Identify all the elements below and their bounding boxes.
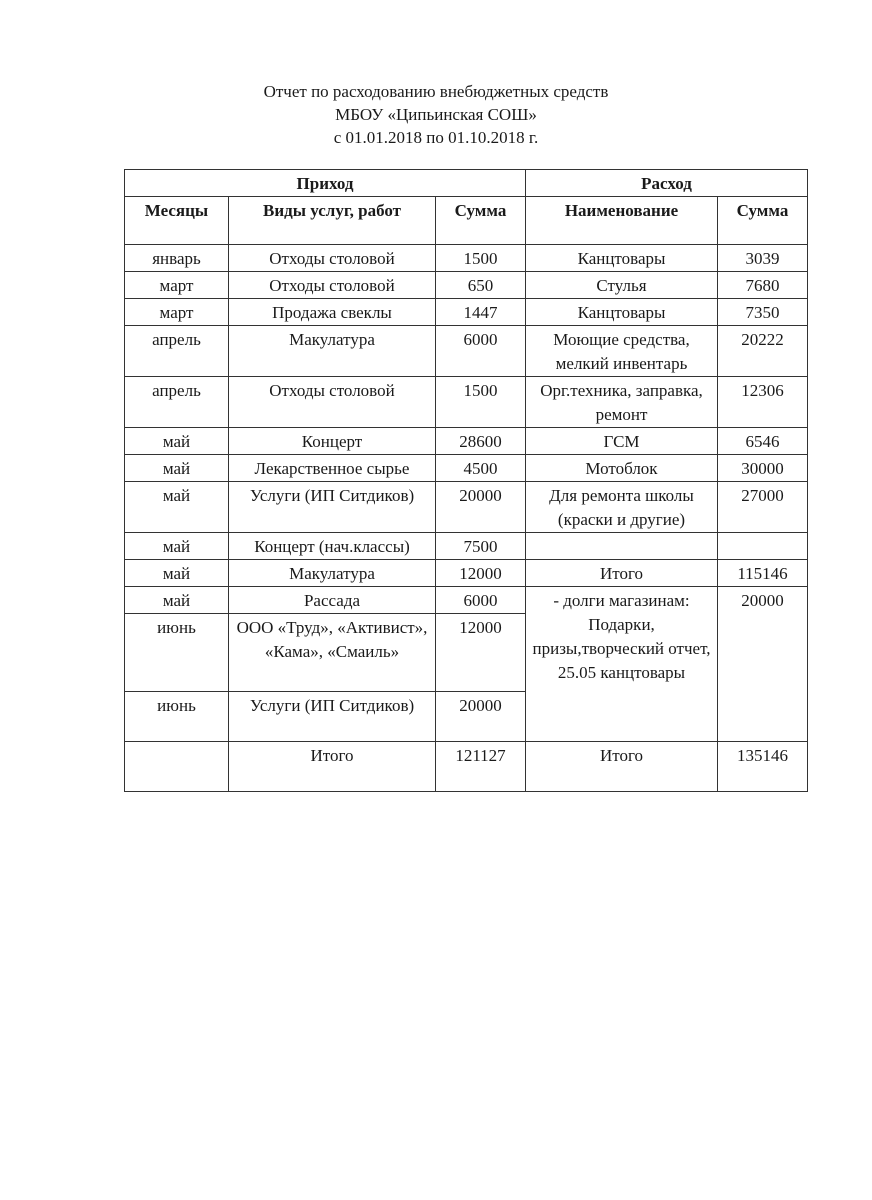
service-cell: Отходы столовой (229, 377, 436, 428)
title-line-2: МБОУ «Ципьинская СОШ» (335, 105, 537, 124)
group-expense-header: Расход (526, 170, 808, 197)
month-cell: май (125, 455, 229, 482)
report-table (124, 169, 808, 792)
table-row (125, 326, 808, 377)
month-cell: апрель (125, 377, 229, 428)
col-header-month: Месяцы (125, 197, 229, 245)
total-row (125, 742, 808, 792)
month-cell: июнь (125, 614, 229, 692)
table-row (125, 587, 808, 614)
income-sum-cell: 4500 (436, 455, 526, 482)
column-header-row (125, 197, 808, 245)
service-cell: Рассада (229, 587, 436, 614)
document-title (0, 80, 872, 149)
income-sum-cell: 1447 (436, 299, 526, 326)
income-sum-cell: 28600 (436, 428, 526, 455)
month-cell: март (125, 299, 229, 326)
table-row (125, 455, 808, 482)
month-cell: май (125, 560, 229, 587)
expense-name-cell: Стулья (526, 272, 718, 299)
col-header-name: Наименование (526, 197, 718, 245)
expense-sum-cell: 115146 (718, 560, 808, 587)
table-row (125, 560, 808, 587)
expense-sum-cell (718, 533, 808, 560)
income-sum-cell: 1500 (436, 245, 526, 272)
table-row (125, 299, 808, 326)
total-month-cell (125, 742, 229, 792)
expense-name-cell: Орг.техника, заправка, ремонт (526, 377, 718, 428)
title-line-1: Отчет по расходованию внебюджетных средств (263, 82, 609, 101)
table-row (125, 533, 808, 560)
service-cell: Отходы столовой (229, 245, 436, 272)
service-cell: Отходы столовой (229, 272, 436, 299)
expense-name-cell: - долги магазинам: Подарки, призы,творческий отчет, 25.05 канцтовары (526, 587, 718, 742)
income-sum-cell: 6000 (436, 587, 526, 614)
group-header-row (125, 170, 808, 197)
expense-sum-cell: 12306 (718, 377, 808, 428)
expense-sum-cell: 6546 (718, 428, 808, 455)
income-sum-cell: 20000 (436, 692, 526, 742)
expense-sum-cell: 30000 (718, 455, 808, 482)
expense-name-cell: ГСМ (526, 428, 718, 455)
expense-name-cell: Итого (526, 560, 718, 587)
month-cell: январь (125, 245, 229, 272)
col-header-sum2: Сумма (718, 197, 808, 245)
month-cell: апрель (125, 326, 229, 377)
service-cell: Продажа свеклы (229, 299, 436, 326)
income-sum-cell: 20000 (436, 482, 526, 533)
service-cell: ООО «Труд», «Активист», «Кама», «Смаиль» (229, 614, 436, 692)
month-cell: май (125, 428, 229, 455)
total-income-sum: 121127 (436, 742, 526, 792)
income-sum-cell: 12000 (436, 560, 526, 587)
expense-sum-cell: 7680 (718, 272, 808, 299)
service-cell: Лекарственное сырье (229, 455, 436, 482)
expense-name-cell: Канцтовары (526, 299, 718, 326)
col-header-service: Виды услуг, работ (229, 197, 436, 245)
expense-sum-cell: 3039 (718, 245, 808, 272)
month-cell: май (125, 533, 229, 560)
month-cell: март (125, 272, 229, 299)
month-cell: май (125, 482, 229, 533)
expense-name-cell: Моющие средства, мелкий инвентарь (526, 326, 718, 377)
income-sum-cell: 7500 (436, 533, 526, 560)
table-row (125, 272, 808, 299)
col-header-sum: Сумма (436, 197, 526, 245)
table-row (125, 245, 808, 272)
table-row (125, 482, 808, 533)
service-cell: Макулатура (229, 326, 436, 377)
service-cell: Услуги (ИП Ситдиков) (229, 482, 436, 533)
expense-sum-cell: 7350 (718, 299, 808, 326)
service-cell: Концерт (229, 428, 436, 455)
total-income-label: Итого (229, 742, 436, 792)
expense-name-cell: Для ремонта школы (краски и другие) (526, 482, 718, 533)
title-line-3: с 01.01.2018 по 01.10.2018 г. (333, 128, 539, 147)
expense-sum-cell: 20000 (718, 587, 808, 742)
expense-name-cell (526, 533, 718, 560)
income-sum-cell: 1500 (436, 377, 526, 428)
service-cell: Услуги (ИП Ситдиков) (229, 692, 436, 742)
group-income-header: Приход (125, 170, 526, 197)
table-row (125, 428, 808, 455)
expense-name-cell: Мотоблок (526, 455, 718, 482)
month-cell: май (125, 587, 229, 614)
income-sum-cell: 12000 (436, 614, 526, 692)
service-cell: Макулатура (229, 560, 436, 587)
total-expense-label: Итого (526, 742, 718, 792)
service-cell: Концерт (нач.классы) (229, 533, 436, 560)
expense-sum-cell: 20222 (718, 326, 808, 377)
expense-sum-cell: 27000 (718, 482, 808, 533)
total-expense-sum: 135146 (718, 742, 808, 792)
month-cell: июнь (125, 692, 229, 742)
income-sum-cell: 650 (436, 272, 526, 299)
table-row (125, 377, 808, 428)
income-sum-cell: 6000 (436, 326, 526, 377)
expense-name-cell: Канцтовары (526, 245, 718, 272)
